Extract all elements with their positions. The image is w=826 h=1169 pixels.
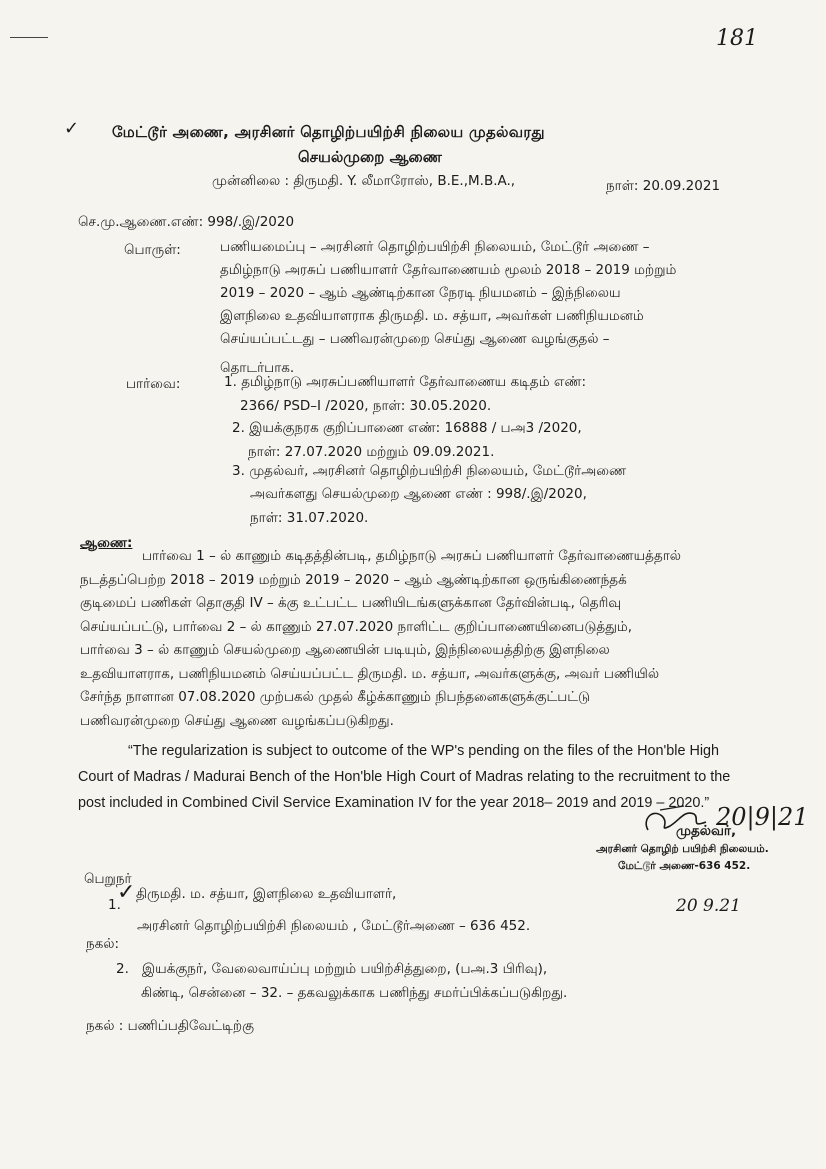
- english-line: post included in Combined Civil Service Examination IV for the year 2018– 2019 and 2019 – 2020.”: [78, 795, 710, 811]
- reference-3-line1: [232, 463, 626, 481]
- signature-date: 20|9|21: [716, 803, 809, 831]
- copy-recipient-address: கிண்டி, சென்னை – 32. – தகவலுக்காக பணிந்து சமர்ப்பிக்கப்படுகிறது.: [141, 985, 568, 1001]
- recipient-name: திருமதி. ம. சத்யா, இளநிலை உதவியாளர்,: [136, 886, 397, 902]
- scan-edge-line: [10, 37, 48, 38]
- subject-line: பணியமைப்பு – அரசினர் தொழிற்பயிற்சி நிலையம், மேட்டூர் அணை –: [220, 239, 650, 255]
- subject-label: பொருள்:: [124, 242, 181, 258]
- office-stamp: [596, 843, 769, 873]
- reference-3-text: முதல்வர், அரசினர் தொழிற்பயிற்சி நிலையம், மேட்டூர்அணை: [249, 463, 627, 479]
- document-title: மேட்டூர் அணை, அரசினர் தொழிற்பயிற்சி நிலைய முதல்வரது: [112, 123, 545, 141]
- english-line: “The regularization is subject to outcome of the WP's pending on the files of the Hon'ble High: [128, 743, 720, 759]
- subject-line: செய்யப்பட்டது – பணிவரன்முறை செய்து ஆணை வழங்குதல் –: [220, 331, 610, 347]
- order-line: பார்வை 3 – ல் காணும் செயல்முறை ஆணையின் படியும், இந்நிலையத்திற்கு இளநிலை: [80, 642, 610, 658]
- english-condition: [78, 738, 730, 816]
- reference-2-text: இயக்குநரக குறிப்பாணை எண்: 16888 / பஅ3 /2020,: [249, 420, 582, 436]
- recipient-address: அரசினர் தொழிற்பயிற்சி நிலையம் , மேட்டூர்அணை – 636 452.: [137, 918, 531, 934]
- presence-line: முன்னிலை : திருமதி. Y. லீமாரோஸ், B.E.,M.B.A.,: [212, 173, 516, 189]
- recipient-label: பெறுநர்: [84, 871, 132, 887]
- copy-file-line: நகல் : பணிப்பதிவேட்டிற்கு: [86, 1018, 255, 1034]
- stamp-line: மேட்டூர் அணை-636 452.: [618, 860, 751, 872]
- reference-2-line1: [232, 420, 582, 438]
- reference-1: [224, 374, 586, 416]
- order-line: சேர்ந்த நாளான 07.08.2020 முற்பகல் முதல் கீழ்க்காணும் நிபந்தனைகளுக்குட்பட்டு: [80, 689, 591, 705]
- order-label: ஆணை:: [80, 535, 133, 551]
- reference-2-num: 2.: [232, 420, 245, 436]
- order-line: பணிவரன்முறை செய்து ஆணை வழங்கப்படுகிறது.: [80, 712, 394, 729]
- order-date: நாள்: 20.09.2021: [606, 178, 721, 194]
- copy-number: 2.: [116, 961, 129, 977]
- order-line: உதவியாளராக, பணிநியமனம் செய்யப்பட்ட திருமதி. ம. சத்யா, அவர்களுக்கு, அவர் பணியில்: [80, 665, 660, 682]
- bullet-mark: ✓: [64, 118, 80, 139]
- copy-label: நகல்:: [86, 936, 120, 952]
- subject-line: இளநிலை உதவியாளராக திருமதி. ம. சத்யா, அவர்கள் பணிநியமனம்: [220, 308, 644, 324]
- copy-recipient: இயக்குநர், வேலைவாய்ப்பு மற்றும் பயிற்சித்துறை, (பஅ.3 பிரிவு),: [142, 961, 548, 977]
- received-note: 20 9.21: [676, 896, 741, 916]
- order-line: நடத்தப்பெற்ற 2018 – 2019 மற்றும் 2019 – 2020 – ஆம் ஆண்டிற்கான ஒருங்கிணைந்தக்: [80, 571, 627, 588]
- reference-3-line2: அவர்களது செயல்முறை ஆணை எண் : 998/.இ/2020,: [250, 486, 587, 502]
- reference-2: [232, 420, 582, 462]
- order-line: செய்யப்பட்டு, பார்வை 2 – ல் காணும் 27.07.2020 நாளிட்ட குறிப்பாணையினைபடுத்தும்,: [80, 618, 633, 635]
- order-line: குடிமைப் பணிகள் தொகுதி IV – க்கு உட்பட்ட பணியிடங்களுக்கான தேர்வின்படி, தெரிவு: [80, 595, 622, 611]
- reference-1-text: தமிழ்நாடு அரசுப்பணியாளர் தேர்வாணைய கடிதம் எண்:: [241, 374, 587, 390]
- subject-line: 2019 – 2020 – ஆம் ஆண்டிற்கான நேரடி நியமனம் – இந்நிலைய: [220, 285, 621, 301]
- subject-line: தொடர்பாக.: [220, 360, 295, 376]
- document-subtitle: செயல்முறை ஆணை: [298, 148, 442, 166]
- signatory-title: முதல்வர்,: [676, 823, 737, 839]
- stamp-line: அரசினர் தொழிற் பயிற்சி நிலையம்.: [596, 843, 769, 855]
- order-number: செ.மு.ஆணை.எண்: 998/.இ/2020: [78, 214, 295, 230]
- reference-3-num: 3.: [232, 463, 245, 479]
- reference-1-num: 1.: [224, 374, 237, 390]
- recipient-number: 1.: [108, 897, 121, 913]
- reference-2-line2: நாள்: 27.07.2020 மற்றும் 09.09.2021.: [248, 444, 495, 460]
- subject-line: தமிழ்நாடு அரசுப் பணியாளர் தேர்வாணையம் மூலம் 2018 – 2019 மற்றும்: [220, 262, 677, 278]
- order-body: [80, 545, 766, 733]
- english-line: Court of Madras / Madurai Bench of the Hon'ble High Court of Madras relating to the recruitment to the: [78, 769, 731, 785]
- recipient-tick: ✓: [117, 880, 136, 905]
- page-number: 181: [716, 26, 758, 51]
- order-line: பார்வை 1 – ல் காணும் கடிதத்தின்படி, தமிழ்நாடு அரசுப் பணியாளர் தேர்வாணையத்தால்: [142, 548, 682, 564]
- reference-1-line2: 2366/ PSD–I /2020, நாள்: 30.05.2020.: [240, 398, 492, 414]
- reference-3: [232, 463, 626, 528]
- reference-3-line3: நாள்: 31.07.2020.: [250, 510, 369, 526]
- reference-1-line1: [224, 374, 586, 392]
- reference-label: பார்வை:: [126, 376, 181, 392]
- subject-text: [220, 236, 676, 380]
